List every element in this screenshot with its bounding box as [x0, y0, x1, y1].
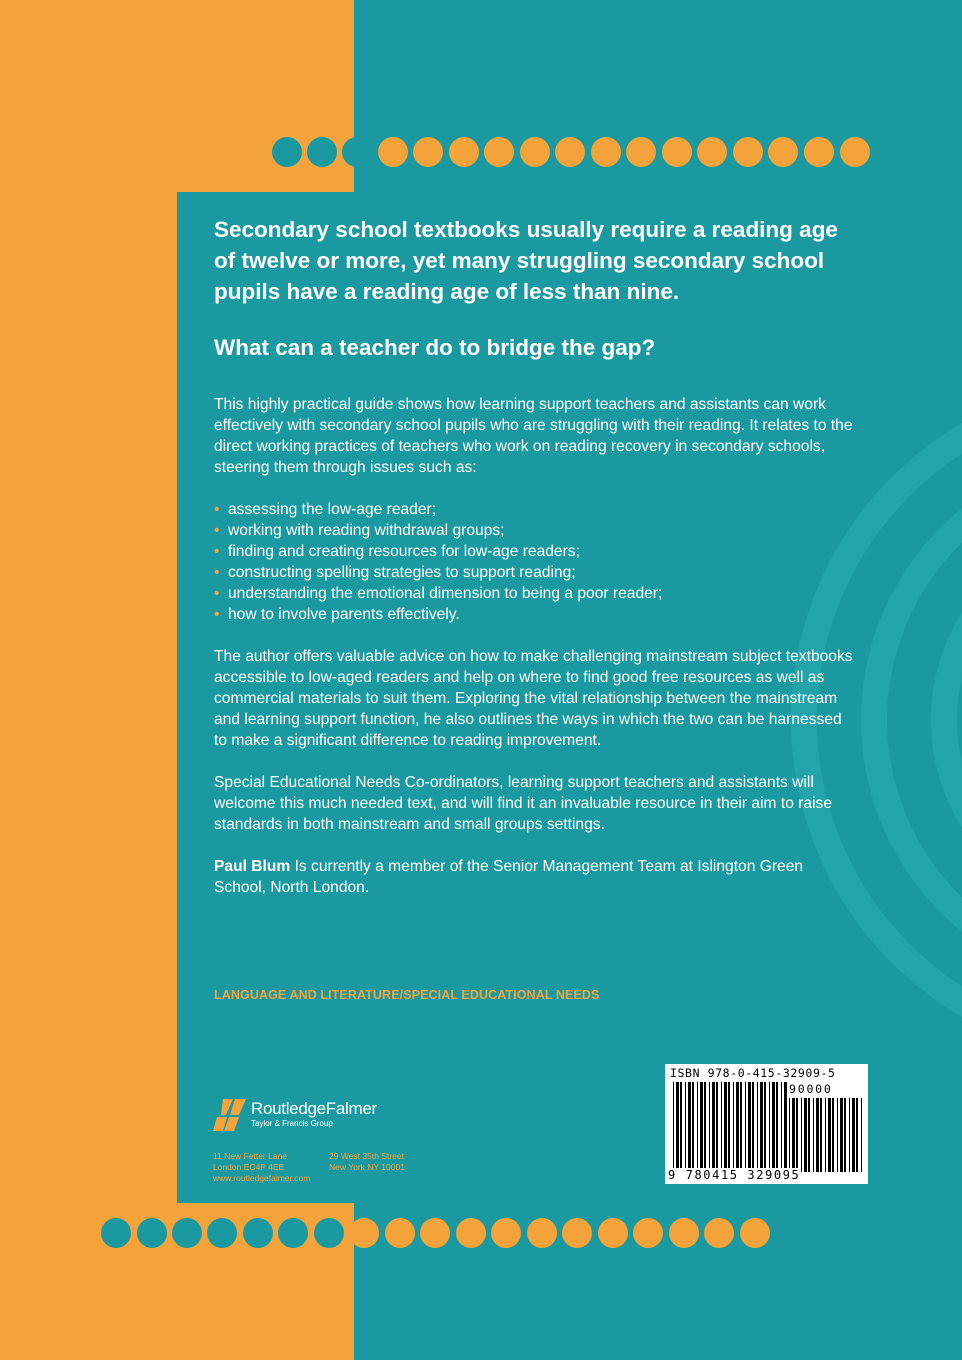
- author-bio: [214, 856, 854, 898]
- bullet-icon: •: [214, 585, 220, 602]
- barcode-bar: [736, 1082, 739, 1172]
- top-dot-row: [0, 132, 962, 172]
- bullet-icon: •: [214, 543, 220, 560]
- barcode-bar: [692, 1082, 694, 1172]
- barcode-bar: [760, 1082, 763, 1172]
- bullet-icon: •: [214, 606, 220, 623]
- bottom-dot-row: [0, 1213, 962, 1253]
- barcode-bar: [825, 1098, 826, 1172]
- barcode-bar: [828, 1098, 831, 1172]
- author-bio-text: Is currently a member of the Senior Management Team at Islington Green School, North London.: [214, 858, 804, 896]
- barcode-bar: [685, 1082, 686, 1172]
- barcode-bar: [764, 1082, 766, 1172]
- barcode-bar: [784, 1082, 787, 1172]
- issues-list: [214, 499, 854, 625]
- bullet-icon: •: [214, 564, 220, 581]
- barcode-bar: [721, 1082, 722, 1172]
- barcode-bar: [673, 1082, 674, 1172]
- barcode-bar: [816, 1098, 819, 1172]
- list-item: • assessing the low-age reader;: [214, 501, 437, 518]
- barcode-bar: [832, 1098, 834, 1172]
- barcode-bar: [820, 1098, 822, 1172]
- barcode-graphic: [665, 1064, 868, 1184]
- publisher-block: [213, 1095, 433, 1185]
- barcode-label: [665, 1064, 868, 1184]
- bottom-dots-teal: [101, 1218, 344, 1248]
- isbn-number: ISBN 978-0-415-32909-5: [670, 1066, 836, 1080]
- barcode-bar: [745, 1082, 746, 1172]
- barcode-bar: [856, 1098, 858, 1172]
- barcode-bar: [716, 1082, 718, 1172]
- key-question: What can a teacher do to bridge the gap?: [214, 335, 656, 360]
- barcode-bar: [769, 1082, 770, 1172]
- barcode-bar: [728, 1082, 730, 1172]
- barcode-bar: [733, 1082, 734, 1172]
- bottom-dots-orange: [349, 1218, 770, 1248]
- barcode-bar: [801, 1098, 802, 1172]
- barcode-bar: [700, 1082, 703, 1172]
- audience-paragraph: Special Educational Needs Co-ordinators, learning support teachers and assistants will welcome this much needed text, and will find it an invaluable resource in their aim to raise standards in both mainstream and small groups settings.: [214, 774, 833, 833]
- barcode-bar: [849, 1098, 850, 1172]
- list-item: • working with reading withdrawal groups;: [214, 522, 505, 539]
- barcode-bar: [781, 1082, 782, 1172]
- barcode-bar: [740, 1082, 742, 1172]
- advice-paragraph: The author offers valuable advice on how to make challenging mainstream subject textbooks accessible to low-aged readers and help on where to find good free resources as well as commercial materials to suit them. Exploring the vital relationship between the mainstream and learning support function, he also outlines the ways in which the two can be harnessed to make a significant difference to reading improvement.: [214, 648, 853, 749]
- barcode-bar: [704, 1082, 706, 1172]
- list-item: • understanding the emotional dimension to being a poor reader;: [214, 585, 663, 602]
- barcode-bar: [852, 1098, 855, 1172]
- publisher-name: RoutledgeFalmer: [251, 1099, 377, 1118]
- barcode-bar: [837, 1098, 838, 1172]
- top-dots-teal: [272, 137, 372, 167]
- barcode-bar: [804, 1098, 807, 1172]
- barcode-bar: [697, 1082, 698, 1172]
- bullet-icon: •: [214, 501, 220, 518]
- barcode-bar: [676, 1082, 679, 1172]
- barcode-bar: [688, 1082, 691, 1172]
- barcode-bar: [748, 1082, 751, 1172]
- intro-paragraph: This highly practical guide shows how learning support teachers and assistants can work effectively with secondary school pupils who are struggling with their reading. It relates to the direct working practices of teachers who work on reading recovery in secondary schools, steering them through issues such as:: [214, 396, 853, 476]
- barcode-bar: [772, 1082, 775, 1172]
- barcode-bar: [840, 1098, 843, 1172]
- barcode-bar: [861, 1098, 862, 1172]
- barcode-bar: [776, 1082, 778, 1172]
- price-code: 90000: [789, 1082, 833, 1096]
- subject-category: LANGUAGE AND LITERATURE/SPECIAL EDUCATIONAL NEEDS: [214, 988, 600, 1002]
- barcode-bar: [757, 1082, 758, 1172]
- barcode-bar: [680, 1082, 682, 1172]
- list-item: • how to involve parents effectively.: [214, 606, 460, 623]
- barcode-bar: [709, 1082, 710, 1172]
- barcode-bar: [724, 1082, 727, 1172]
- author-name: Paul Blum: [214, 858, 291, 875]
- ean-number: 9 780415 329095: [668, 1168, 801, 1182]
- publisher-group: Taylor & Francis Group: [251, 1119, 333, 1128]
- barcode-bar: [796, 1098, 798, 1172]
- new-york-address: 29 West 35th Street New York NY 10001: [329, 1151, 405, 1172]
- headline: Secondary school textbooks usually require a reading age of twelve or more, yet many struggling secondary school pupils have a reading age of less than nine.: [214, 217, 838, 304]
- blurb: [214, 214, 854, 898]
- top-dots-orange: [378, 137, 870, 167]
- list-item: • finding and creating resources for low-age readers;: [214, 543, 580, 560]
- barcode-bar: [813, 1098, 814, 1172]
- list-item: • constructing spelling strategies to support reading;: [214, 564, 576, 581]
- barcode-bar: [844, 1098, 846, 1172]
- barcode-bar: [712, 1082, 715, 1172]
- barcode-bar: [792, 1098, 795, 1172]
- barcode-bar: [752, 1082, 754, 1172]
- london-address: 11 New Fetter Lane London EC4P 4EE www.routledgefalmer.com: [213, 1151, 311, 1183]
- barcode-bar: [808, 1098, 810, 1172]
- barcode-bar: [789, 1098, 790, 1172]
- routledgefalmer-logo-icon: [213, 1097, 247, 1133]
- bullet-icon: •: [214, 522, 220, 539]
